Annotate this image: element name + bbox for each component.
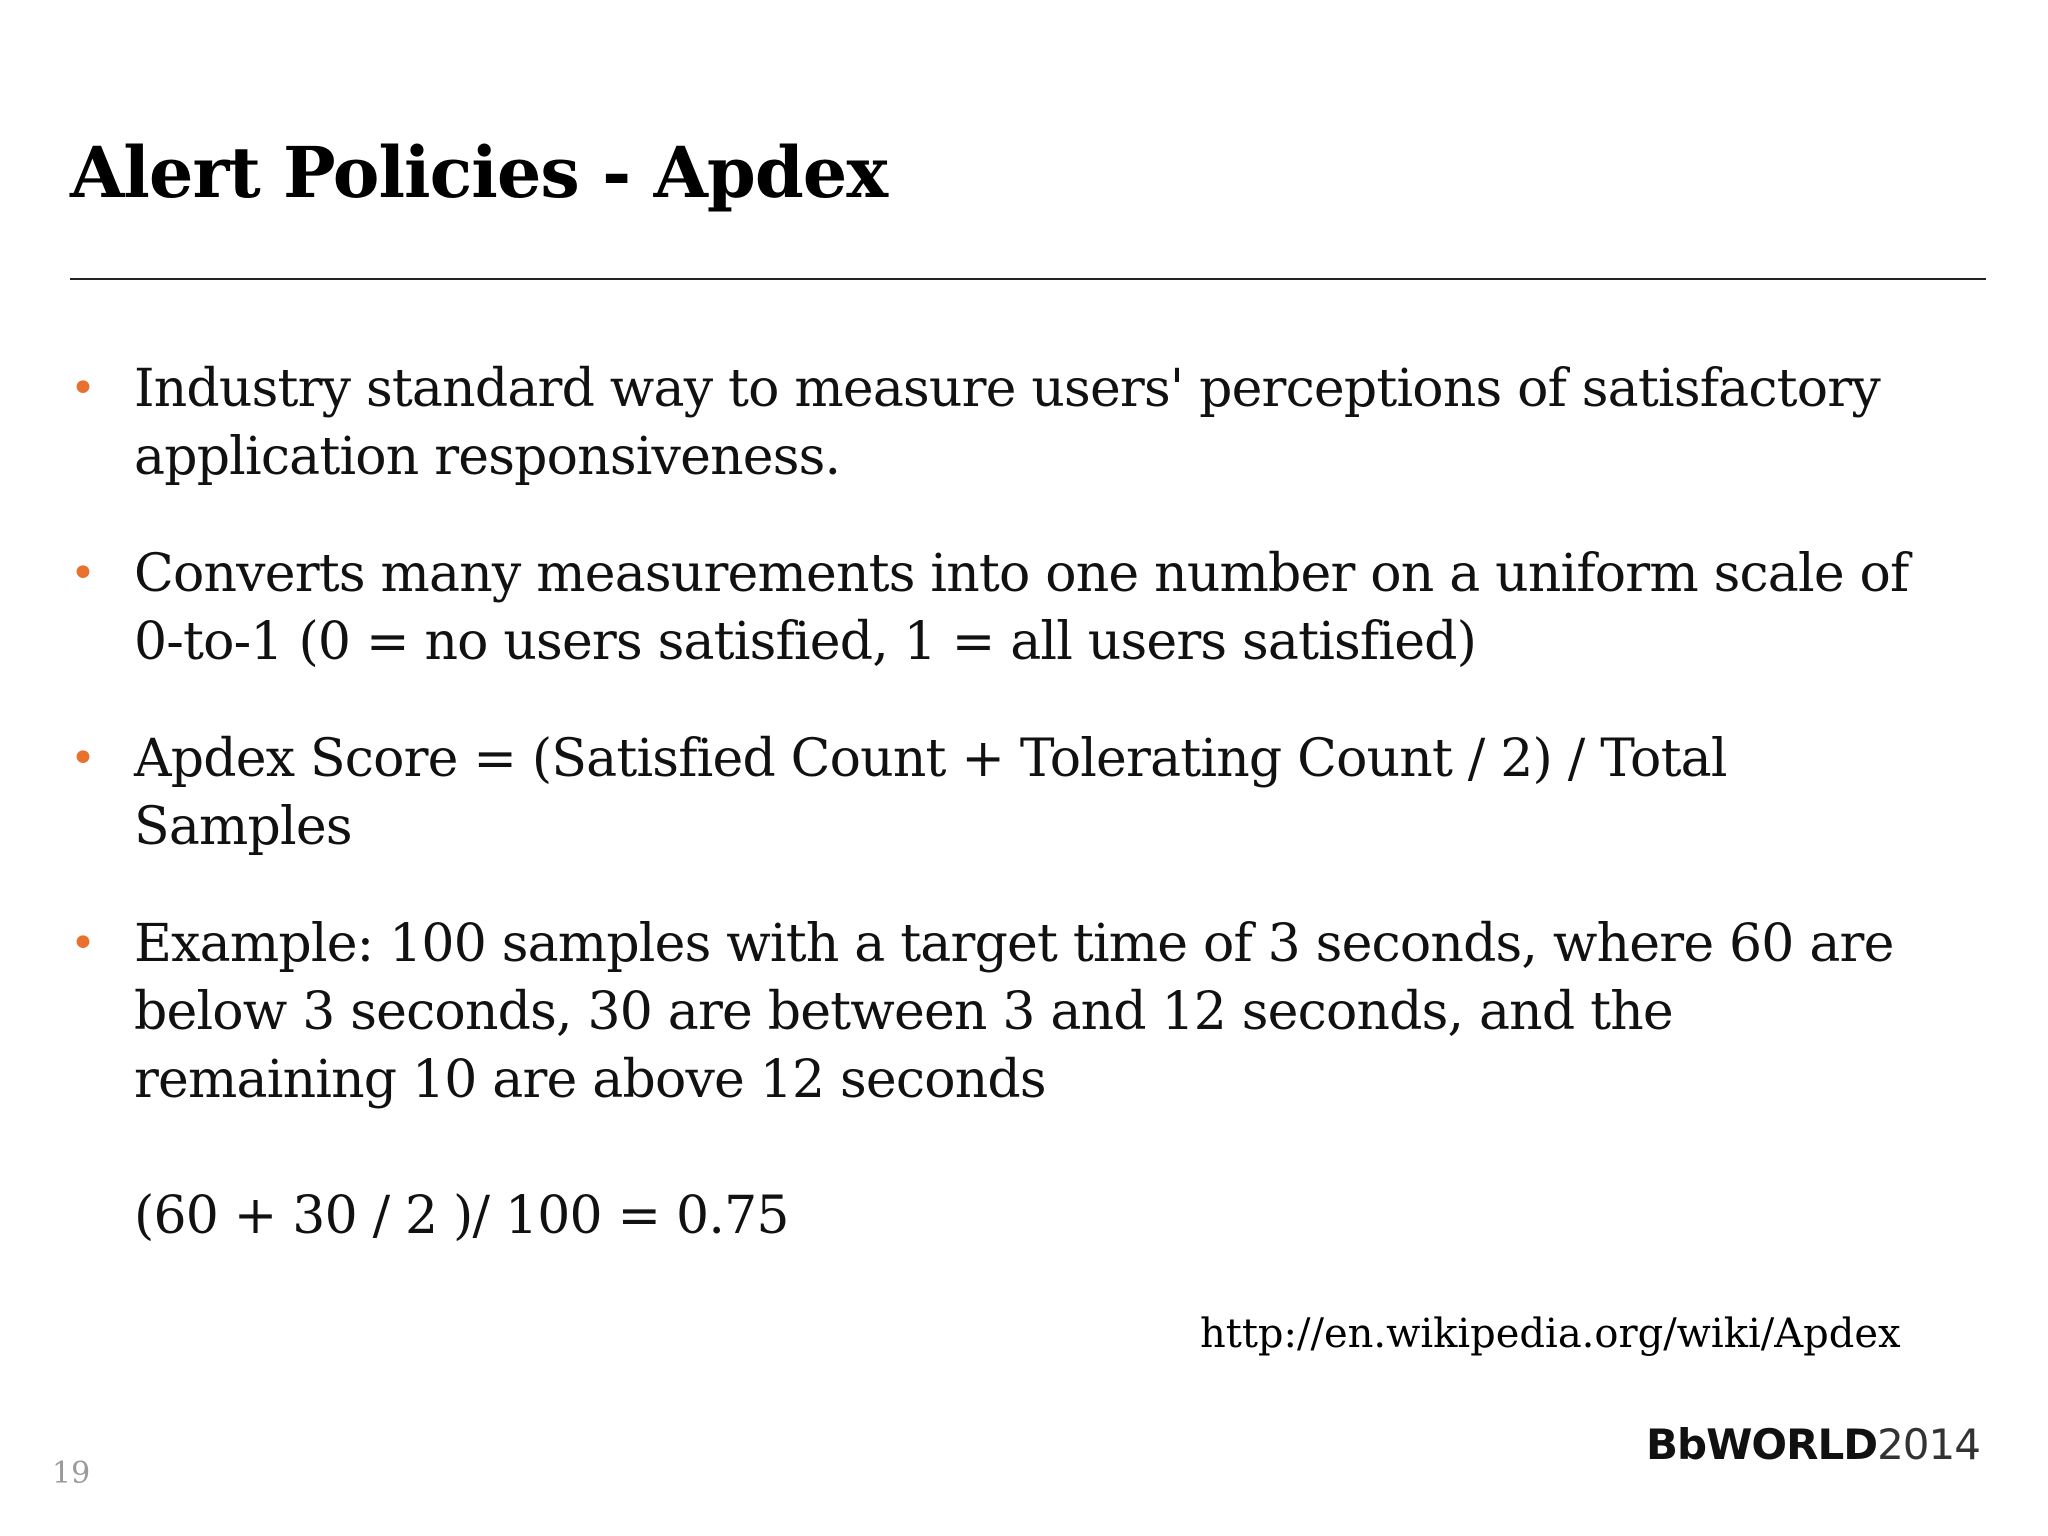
bullet-text-line: below 3 seconds, 30 are between 3 and 12 seconds, and the xyxy=(134,982,1673,1042)
bullet-item xyxy=(70,540,1986,676)
logo-year: 2014 xyxy=(1877,1420,1980,1469)
apdex-formula: (60 + 30 / 2 )/ 100 = 0.75 xyxy=(134,1186,789,1246)
bullet-text-line: remaining 10 are above 12 seconds xyxy=(134,1050,1046,1110)
bbworld-logo xyxy=(1646,1420,1980,1469)
bullet-icon: • xyxy=(70,733,96,784)
slide-title: Alert Policies - Apdex xyxy=(70,131,888,214)
bullet-icon: • xyxy=(70,548,96,599)
bullet-text-line: application responsiveness. xyxy=(134,427,841,487)
bullet-text-line: Apdex Score = (Satisfied Count + Tolerating Count / 2) / Total xyxy=(134,729,1727,789)
bullet-icon: • xyxy=(70,363,96,414)
bullet-item xyxy=(70,355,1986,491)
bullet-icon: • xyxy=(70,918,96,969)
bullet-text-line: Converts many measurements into one number on a uniform scale of xyxy=(134,544,1909,604)
bullet-text-line: 0-to-1 (0 = no users satisfied, 1 = all users satisfied) xyxy=(134,612,1477,672)
source-url: http://en.wikipedia.org/wiki/Apdex xyxy=(1200,1311,1901,1357)
title-divider xyxy=(70,278,1986,280)
logo-brand: BbWORLD xyxy=(1646,1420,1878,1469)
bullet-text-line: Samples xyxy=(134,797,352,857)
bullet-text-line: Industry standard way to measure users' perceptions of satisfactory xyxy=(134,359,1880,419)
page-number: 19 xyxy=(52,1456,91,1491)
bullet-item xyxy=(70,910,1986,1250)
bullet-item xyxy=(70,725,1986,861)
bullet-list xyxy=(70,355,1986,1299)
bullet-text-line: Example: 100 samples with a target time of 3 seconds, where 60 are xyxy=(134,914,1894,974)
